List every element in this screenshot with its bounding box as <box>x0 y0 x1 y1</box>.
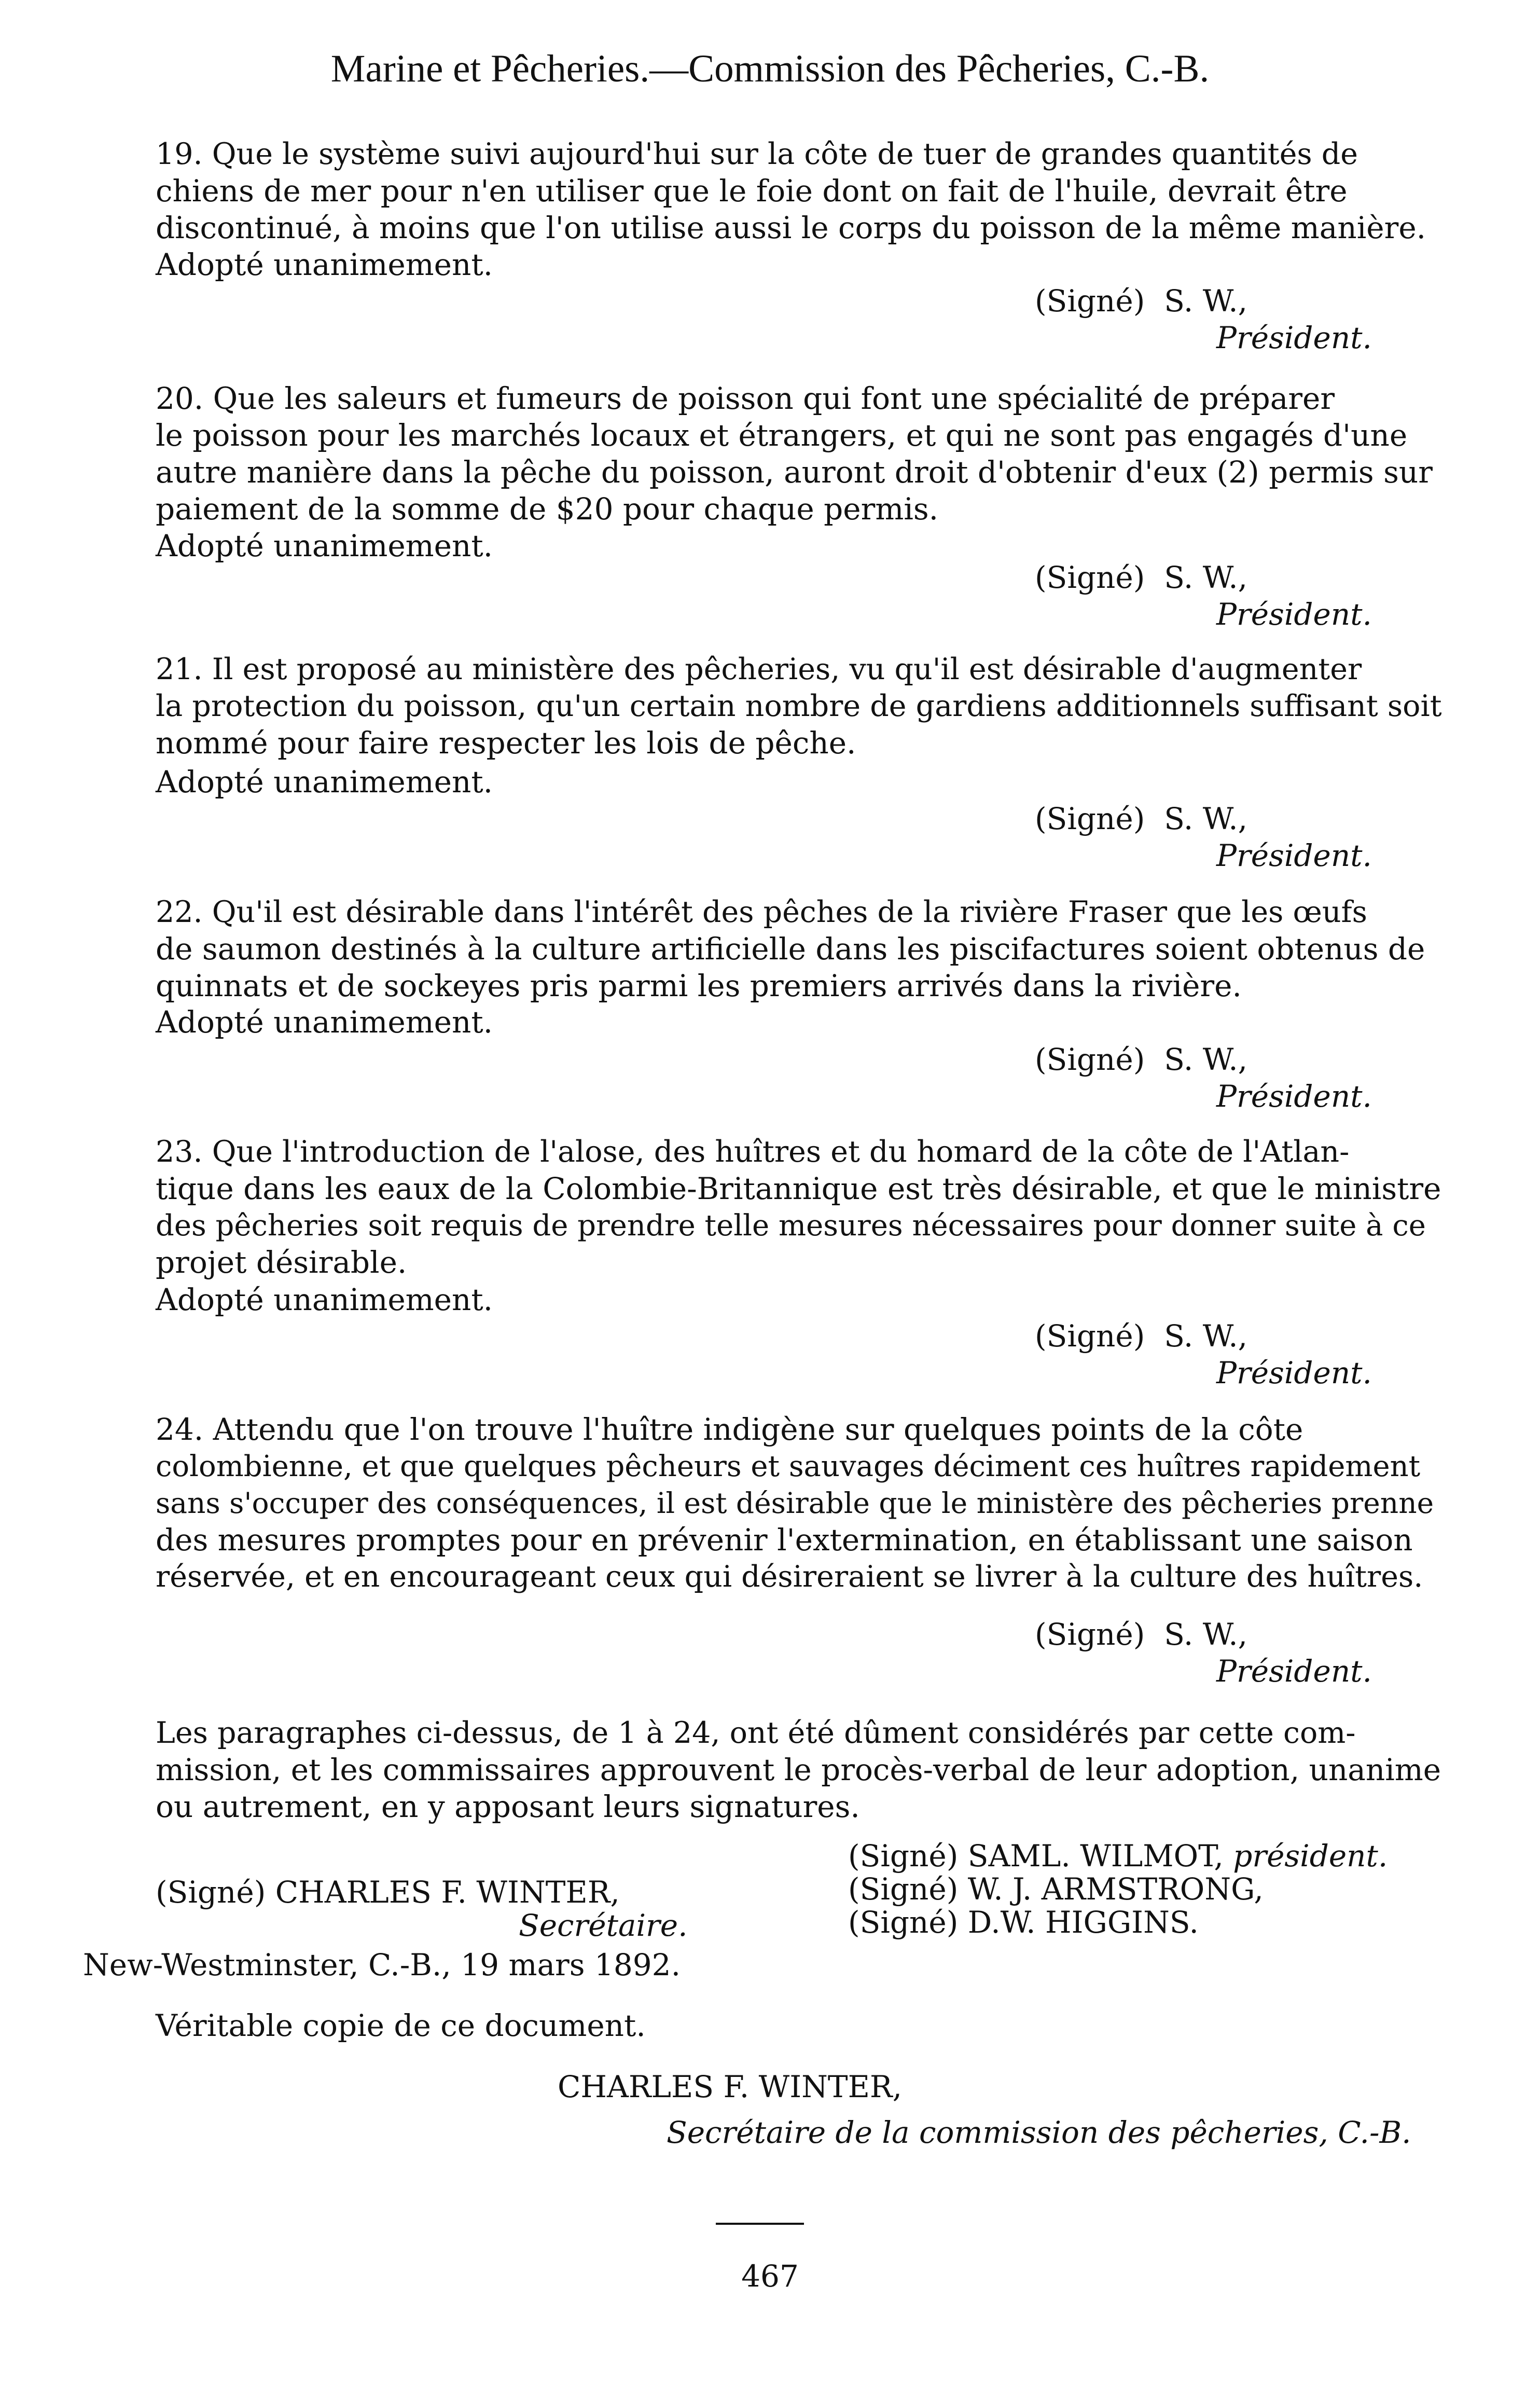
commissioner-name: W. J. ARMSTRONG, <box>967 1871 1264 1907</box>
closing-paragraph <box>83 1715 1442 1825</box>
resolution-21 <box>83 651 1442 762</box>
signer-name: S. W., <box>1164 560 1248 595</box>
signer-name: S. W., <box>1164 1318 1248 1354</box>
signed-label: (Signé) <box>1035 560 1145 595</box>
signed-label: (Signé) <box>1035 1318 1145 1354</box>
text-line: 24. Attendu que l'on trouve l'huître indigène sur quelques points de la côte <box>156 1412 1303 1447</box>
text-line: 22. Qu'il est désirable dans l'intérêt des pêches de la rivière Fraser que les œufs <box>156 895 1367 929</box>
text-line: de saumon destinés à la culture artificielle dans les piscifactures soient obtenus de <box>156 931 1425 967</box>
adopted-note: Adopté unanimement. <box>156 528 493 563</box>
signer-title: Président. <box>1216 1355 1372 1390</box>
adopted-note: Adopté unanimement. <box>156 764 493 800</box>
certifying-title: Secrétaire de la commission des pêcheries, C.-B. <box>667 2115 1411 2150</box>
text-line: 23. Que l'introduction de l'alose, des huîtres et du homard de la côte de l'Atlan- <box>156 1135 1350 1169</box>
commissioner-line <box>848 1839 1388 1872</box>
text-line: tique dans les eaux de la Colombie-Britannique est très désirable, et que le ministre <box>156 1171 1441 1206</box>
commissioners-signatures <box>848 1839 1388 1939</box>
signer-title: Président. <box>1216 838 1372 873</box>
signed-label: (Signé) <box>1035 801 1145 836</box>
true-copy-statement: Véritable copie de ce document. <box>156 2008 646 2043</box>
resolution-23 <box>83 1134 1442 1281</box>
text-line: ou autrement, en y apposant leurs signatures. <box>156 1789 860 1824</box>
adopted-note: Adopté unanimement. <box>156 1004 493 1040</box>
text-line: quinnats et de sockeyes pris parmi les premiers arrivés dans la rivière. <box>156 968 1242 1003</box>
text-line: Les paragraphes ci-dessus, de 1 à 24, ont été dûment considérés par cette com- <box>156 1716 1356 1750</box>
commissioner-role: président. <box>1233 1838 1388 1874</box>
commissioner-name: D.W. HIGGINS. <box>967 1905 1199 1940</box>
signed-label: (Signé) <box>1035 1617 1145 1652</box>
signer-name: S. W., <box>1164 1617 1248 1652</box>
signed-label: (Signé) <box>848 1838 959 1874</box>
running-head: Marine et Pêcheries.—Commission des Pêcheries, C.-B. <box>330 47 1210 90</box>
signer-title: Président. <box>1216 1654 1372 1689</box>
text-line: des mesures promptes pour en prévenir l'extermination, en établissant une saison <box>156 1522 1413 1558</box>
text-line: le poisson pour les marchés locaux et étrangers, et qui ne sont pas engagés d'une <box>156 418 1408 453</box>
signed-label: (Signé) <box>1035 283 1145 319</box>
text-line: 21. Il est proposé au ministère des pêcheries, vu qu'il est désirable d'augmenter <box>156 652 1362 686</box>
signer-title: Président. <box>1216 320 1372 355</box>
signer-title: Président. <box>1216 1079 1372 1114</box>
resolution-24 <box>83 1411 1442 1595</box>
text-line: nommé pour faire respecter les lois de pêche. <box>156 725 856 761</box>
text-line: sans s'occuper des conséquences, il est désirable que le ministère des pêcheries prenne <box>156 1486 1434 1520</box>
text-line: des pêcheries soit requis de prendre telle mesures nécessaires pour donner suite à ce <box>156 1209 1426 1243</box>
text-line: 19. Que le système suivi aujourd'hui sur la côte de tuer de grandes quantités de <box>156 137 1358 171</box>
signature-block <box>1035 1041 1372 1115</box>
signed-label: (Signé) <box>1035 1042 1145 1077</box>
text-line: la protection du poisson, qu'un certain nombre de gardiens additionnels suffisant soit <box>156 689 1442 723</box>
resolution-20 <box>83 380 1442 528</box>
adopted-note: Adopté unanimement. <box>156 1282 493 1317</box>
signature-block <box>1035 1616 1372 1690</box>
secretary-title: Secrétaire. <box>519 1908 688 1943</box>
signer-name: S. W., <box>1164 801 1248 836</box>
signature-block <box>1035 801 1372 874</box>
commissioner-line <box>848 1872 1388 1906</box>
text-line: réservée, et en encourageant ceux qui désireraient se livrer à la culture des huîtres. <box>156 1560 1423 1594</box>
text-line: paiement de la somme de $20 pour chaque permis. <box>156 491 939 527</box>
resolution-22 <box>83 894 1442 1004</box>
secretary-signature <box>156 1876 688 1942</box>
signer-name: S. W., <box>1164 283 1248 319</box>
certifying-name: CHARLES F. WINTER, <box>558 2069 903 2104</box>
signed-label: (Signé) <box>848 1905 959 1940</box>
signer-name: S. W., <box>1164 1042 1248 1077</box>
text-line: colombienne, et que quelques pêcheurs et sauvages déciment ces huîtres rapidement <box>156 1450 1421 1483</box>
text-line: mission, et les commissaires approuvent le procès-verbal de leur adoption, unanime <box>156 1752 1441 1787</box>
place-and-date: New-Westminster, C.-B., 19 mars 1892. <box>83 1947 681 1982</box>
text-line: autre manière dans la pêche du poisson, auront droit d'obtenir d'eux (2) permis sur <box>156 455 1433 490</box>
text-line: 20. Que les saleurs et fumeurs de poisson qui font une spécialité de préparer <box>156 381 1335 416</box>
signature-block <box>1035 1318 1372 1392</box>
signature-block <box>1035 559 1372 633</box>
text-line: projet désirable. <box>156 1245 407 1280</box>
secretary-name: CHARLES F. WINTER, <box>275 1875 620 1910</box>
text-line: chiens de mer pour n'en utiliser que le foie dont on fait de l'huile, devrait être <box>156 173 1348 209</box>
adopted-note: Adopté unanimement. <box>156 247 493 282</box>
signed-label: (Signé) <box>156 1875 266 1910</box>
commissioner-line <box>848 1906 1388 1939</box>
signer-title: Président. <box>1216 597 1372 632</box>
commissioner-name: SAML. WILMOT, <box>967 1838 1224 1874</box>
page-number: 467 <box>741 2259 799 2294</box>
resolution-19 <box>83 136 1442 246</box>
text-line: discontinué, à moins que l'on utilise aussi le corps du poisson de la même manière. <box>156 210 1426 245</box>
signature-block <box>1035 283 1372 356</box>
signed-label: (Signé) <box>848 1871 959 1907</box>
footer-rule <box>716 2223 804 2225</box>
